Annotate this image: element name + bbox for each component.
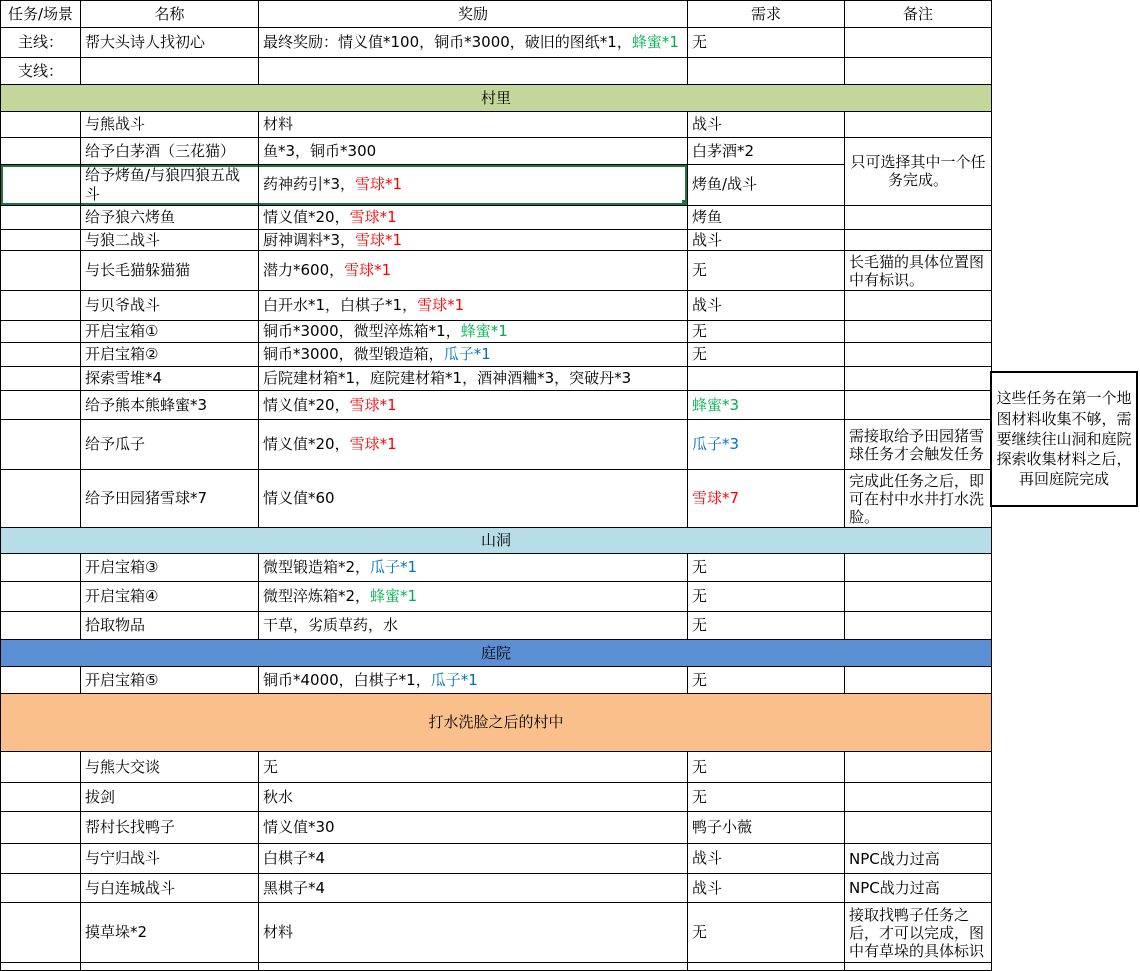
cell-reward[interactable] <box>259 229 688 251</box>
text-segment: 战斗 <box>692 849 723 868</box>
table-row <box>1 752 992 783</box>
cell-scene[interactable] <box>1 391 81 420</box>
cell-name[interactable] <box>81 667 259 694</box>
cell-note[interactable] <box>845 391 992 420</box>
cell-scene[interactable] <box>1 343 81 367</box>
text-segment: 雪球*1 <box>349 435 397 454</box>
cell-reward[interactable] <box>259 391 688 420</box>
cell-scene[interactable] <box>1 554 81 582</box>
text-segment: 雪球*1 <box>355 230 403 249</box>
text-segment: 鱼*3，铜币*300 <box>263 141 377 160</box>
table-row <box>1 321 992 343</box>
cell-name[interactable] <box>81 470 259 528</box>
table-row <box>1 783 992 812</box>
table-row <box>1 112 992 138</box>
text-segment: 情义值*60 <box>263 489 335 508</box>
cell-note[interactable] <box>845 343 992 367</box>
text-segment: 微型淬炼箱*2， <box>263 587 371 606</box>
table-row <box>1 251 992 291</box>
cell-reward[interactable] <box>259 251 688 291</box>
cell-reward[interactable] <box>259 812 688 844</box>
text-segment: 无 <box>692 670 708 689</box>
text-segment: 开启宝箱④ <box>85 587 159 606</box>
cell-note[interactable] <box>845 28 992 58</box>
text-segment: 情义值*20， <box>263 395 350 414</box>
cell-scene[interactable] <box>1 582 81 612</box>
cell-note[interactable] <box>845 874 992 903</box>
table-row <box>1 1 992 28</box>
table-row <box>1 138 992 165</box>
text-segment: 瓜子*1 <box>443 345 491 364</box>
text-segment: 黑棋子*4 <box>263 878 326 897</box>
text-segment: 帮大头诗人找初心 <box>85 33 206 52</box>
cell-name[interactable] <box>81 205 259 229</box>
text-segment: 情义值*30 <box>263 818 335 837</box>
table-row <box>1 470 992 528</box>
cell-name[interactable] <box>81 391 259 420</box>
cell-reward[interactable] <box>259 874 688 903</box>
cell-scene[interactable] <box>1 229 81 251</box>
cell-need[interactable] <box>688 612 845 640</box>
text-segment: 给予熊本熊蜂蜜*3 <box>85 395 208 414</box>
table-row <box>1 667 992 694</box>
text-segment: 铜币*3000，微型锻造箱， <box>263 345 444 364</box>
text-segment: 无 <box>692 923 708 942</box>
cell-reward[interactable] <box>259 138 688 165</box>
table-row <box>1 963 992 971</box>
cell-name[interactable] <box>81 343 259 367</box>
text-segment: 无 <box>692 757 708 776</box>
cell-note[interactable] <box>845 667 992 694</box>
text-segment: 无 <box>692 587 708 606</box>
cell-need[interactable] <box>688 391 845 420</box>
cell-note[interactable] <box>845 58 992 85</box>
cell-note[interactable] <box>845 783 992 812</box>
text-segment: 无 <box>692 616 708 635</box>
cell-name[interactable] <box>81 165 259 206</box>
cell-need[interactable] <box>688 343 845 367</box>
cell-scene[interactable] <box>1 321 81 343</box>
table-row <box>1 554 992 582</box>
section-band[interactable]: 庭院 <box>1 640 992 667</box>
cell-reward[interactable] <box>259 205 688 229</box>
cell-reward[interactable] <box>259 963 688 971</box>
text-segment: 铜币*4000，白棋子*1， <box>263 670 431 689</box>
cell-need[interactable] <box>688 138 845 165</box>
cell-scene[interactable] <box>1 752 81 783</box>
table-row <box>1 291 992 321</box>
cell-name[interactable] <box>81 612 259 640</box>
cell-need[interactable] <box>688 420 845 470</box>
cell-name[interactable] <box>81 752 259 783</box>
cell-name[interactable] <box>81 903 259 963</box>
text-segment: 与熊战斗 <box>85 115 146 134</box>
cell-name[interactable] <box>81 291 259 321</box>
cell-need[interactable] <box>688 554 845 582</box>
text-segment: 给予狼六烤鱼 <box>85 207 176 226</box>
text-segment: 主线： <box>17 33 63 52</box>
text-segment: 与白连城战斗 <box>85 878 176 897</box>
cell-name[interactable] <box>81 844 259 874</box>
cell-reward[interactable] <box>259 28 688 58</box>
col-header-scene[interactable]: 任务/场景 <box>1 1 81 28</box>
text-segment: 与狼二战斗 <box>85 230 161 249</box>
section-band-row <box>1 528 992 554</box>
cell-need[interactable] <box>688 783 845 812</box>
text-segment: 雪球*7 <box>692 489 740 508</box>
section-band[interactable]: 山洞 <box>1 528 992 554</box>
text-segment: 完成此任务之后，即可在村中水井打水洗脸。 <box>849 471 985 526</box>
text-segment: 雪球*1 <box>355 175 403 194</box>
table-row <box>1 165 992 206</box>
cell-name[interactable] <box>81 963 259 971</box>
cell-need[interactable] <box>688 667 845 694</box>
text-segment: 拔剑 <box>85 787 116 806</box>
cell-scene[interactable] <box>1 28 81 58</box>
section-band-row <box>1 85 992 112</box>
text-segment: 与熊大交谈 <box>85 757 161 776</box>
cell-note[interactable] <box>845 420 992 470</box>
cell-scene[interactable] <box>1 112 81 138</box>
cell-name[interactable] <box>81 812 259 844</box>
text-segment: 瓜子*3 <box>692 435 740 454</box>
table-row <box>1 391 992 420</box>
text-segment: 雪球*1 <box>344 261 392 280</box>
text-segment: 铜币*3000，微型淬炼箱*1， <box>263 322 461 341</box>
cell-note[interactable] <box>845 554 992 582</box>
cell-need[interactable] <box>688 582 845 612</box>
cell-note[interactable] <box>845 963 992 971</box>
text-segment: 开启宝箱① <box>85 322 159 341</box>
text-segment: 无 <box>692 33 708 52</box>
cell-note[interactable] <box>845 844 992 874</box>
cell-note[interactable] <box>845 470 992 528</box>
cell-scene[interactable] <box>1 963 81 971</box>
text-segment: NPC战力过高 <box>849 879 940 897</box>
cell-note[interactable] <box>845 752 992 783</box>
cell-name[interactable] <box>81 112 259 138</box>
cell-need[interactable] <box>688 321 845 343</box>
text-segment: 战斗 <box>692 878 723 897</box>
text-segment: 给予瓜子 <box>85 435 146 454</box>
text-segment: 与长毛猫躲猫猫 <box>85 261 191 280</box>
text-segment: 雪球*1 <box>349 207 397 226</box>
cell-scene[interactable] <box>1 903 81 963</box>
cell-scene[interactable] <box>1 420 81 470</box>
cell-need[interactable] <box>688 28 845 58</box>
cell-reward[interactable] <box>259 343 688 367</box>
section-band[interactable]: 村里 <box>1 85 992 112</box>
cell-need[interactable] <box>688 812 845 844</box>
cell-need[interactable] <box>688 367 845 391</box>
text-segment: 后院建材箱*1，庭院建材箱*1，酒神酒粬*3，突破丹*3 <box>263 369 632 388</box>
cell-reward[interactable] <box>259 582 688 612</box>
cell-reward[interactable] <box>259 58 688 85</box>
cell-name[interactable] <box>81 321 259 343</box>
section-band[interactable]: 打水洗脸之后的村中 <box>1 694 992 752</box>
table-row <box>1 812 992 844</box>
cell-name[interactable] <box>81 251 259 291</box>
cell-need[interactable] <box>688 165 845 206</box>
cell-note[interactable] <box>845 582 992 612</box>
cell-need[interactable] <box>688 205 845 229</box>
text-segment: 拾取物品 <box>85 616 146 635</box>
cell-note[interactable] <box>845 112 992 138</box>
section-band-row <box>1 640 992 667</box>
text-segment: 给予烤鱼/与狼四狼五战斗 <box>85 166 241 203</box>
cell-need[interactable] <box>688 112 845 138</box>
col-header-note[interactable]: 备注 <box>845 1 992 28</box>
section-band-row <box>1 694 992 752</box>
table-row <box>1 844 992 874</box>
quest-table-body <box>1 1 992 971</box>
cell-need[interactable] <box>688 963 845 971</box>
text-segment: 给予田园猪雪球*7 <box>85 489 208 508</box>
text-segment: 瓜子*1 <box>430 670 478 689</box>
cell-name[interactable] <box>81 554 259 582</box>
cell-scene[interactable] <box>1 367 81 391</box>
table-row <box>1 903 992 963</box>
text-segment: 蜂蜜*3 <box>692 395 740 414</box>
cell-note[interactable] <box>845 291 992 321</box>
cell-reward[interactable] <box>259 165 688 206</box>
cell-note[interactable] <box>845 367 992 391</box>
cell-note[interactable] <box>845 229 992 251</box>
cell-note[interactable] <box>845 812 992 844</box>
cell-need[interactable] <box>688 874 845 903</box>
cell-reward[interactable] <box>259 470 688 528</box>
cell-scene[interactable] <box>1 844 81 874</box>
cell-scene[interactable] <box>1 874 81 903</box>
text-segment: 烤鱼/战斗 <box>692 175 758 194</box>
cell-name[interactable] <box>81 229 259 251</box>
text-segment: 药神药引*3， <box>263 175 356 194</box>
cell-note[interactable] <box>845 612 992 640</box>
cell-reward[interactable] <box>259 321 688 343</box>
cell-name[interactable] <box>81 367 259 391</box>
text-segment: 战斗 <box>692 115 723 134</box>
text-segment: 战斗 <box>692 296 723 315</box>
cell-scene[interactable] <box>1 205 81 229</box>
table-row <box>1 367 992 391</box>
cell-need[interactable] <box>688 229 845 251</box>
cell-reward[interactable] <box>259 667 688 694</box>
table-row <box>1 229 992 251</box>
cell-need[interactable] <box>688 58 845 85</box>
text-segment: 雪球*1 <box>349 395 397 414</box>
cell-note[interactable] <box>845 903 992 963</box>
text-segment: 开启宝箱③ <box>85 558 159 577</box>
text-segment: 瓜子*1 <box>370 558 418 577</box>
cell-name[interactable] <box>81 58 259 85</box>
text-segment: 无 <box>692 345 708 364</box>
text-segment: 摸草垛*2 <box>85 923 148 942</box>
cell-reward[interactable] <box>259 612 688 640</box>
cell-scene[interactable] <box>1 291 81 321</box>
text-segment: 最终奖励：情义值*100，铜币*3000，破旧的图纸*1， <box>263 33 632 52</box>
text-segment: 干草，劣质草药，水 <box>263 616 399 635</box>
text-segment: NPC战力过高 <box>849 849 940 868</box>
cell-name[interactable] <box>81 874 259 903</box>
text-segment: 无 <box>692 261 708 280</box>
cell-name[interactable] <box>81 783 259 812</box>
cell-name[interactable] <box>81 420 259 470</box>
text-segment: 无 <box>692 558 708 577</box>
cell-need[interactable] <box>688 291 845 321</box>
cell-note[interactable] <box>845 251 992 291</box>
cell-scene[interactable] <box>1 138 81 165</box>
text-segment: 白茅酒*2 <box>692 141 755 160</box>
text-segment: 蜂蜜*1 <box>370 587 418 606</box>
text-segment: 无 <box>692 787 708 806</box>
table-row <box>1 582 992 612</box>
col-header-reward[interactable]: 奖励 <box>259 1 688 28</box>
text-segment: 支线： <box>17 61 63 80</box>
text-segment: 与贝爷战斗 <box>85 296 161 315</box>
text-segment: 材料 <box>263 923 294 942</box>
cell-name[interactable] <box>81 28 259 58</box>
cell-name[interactable] <box>81 582 259 612</box>
cell-scene[interactable] <box>1 783 81 812</box>
cell-scene[interactable] <box>1 812 81 844</box>
text-segment: 白开水*1，白棋子*1， <box>263 296 418 315</box>
col-header-name[interactable]: 名称 <box>81 1 259 28</box>
text-segment: 与宁归战斗 <box>85 849 161 868</box>
cell-reward[interactable] <box>259 420 688 470</box>
text-segment: 鸭子小薇 <box>692 818 753 837</box>
text-segment: 白棋子*4 <box>263 849 326 868</box>
floating-note-box[interactable]: 这些任务在第一个地图材料收集不够，需要继续往山洞和庭院探索收集材料之后，再回庭院完成 <box>990 371 1138 507</box>
text-segment: 厨神调料*3， <box>263 230 356 249</box>
text-segment: 无 <box>263 757 279 776</box>
cell-reward[interactable] <box>259 844 688 874</box>
cell-need[interactable] <box>688 251 845 291</box>
cell-scene[interactable] <box>1 470 81 528</box>
cell-need[interactable] <box>688 903 845 963</box>
cell-reward[interactable] <box>259 903 688 963</box>
cell-need[interactable] <box>688 844 845 874</box>
cell-reward[interactable] <box>259 367 688 391</box>
text-segment: 潜力*600， <box>263 261 345 280</box>
cell-scene[interactable] <box>1 251 81 291</box>
text-segment: 情义值*20， <box>263 207 350 226</box>
text-segment: 开启宝箱② <box>85 345 159 364</box>
cell-note[interactable] <box>845 205 992 229</box>
text-segment: 材料 <box>263 115 294 134</box>
cell-scene[interactable] <box>1 612 81 640</box>
text-segment: 只可选择其中一个任务完成。 <box>850 153 986 190</box>
text-segment: 接取找鸭子任务之后，才可以完成，图中有草垛的具体标识 <box>849 905 985 960</box>
table-row <box>1 343 992 367</box>
table-row <box>1 874 992 903</box>
cell-reward[interactable] <box>259 112 688 138</box>
text-segment: 蜂蜜*1 <box>460 322 508 341</box>
text-segment: 秋水 <box>263 787 294 806</box>
text-segment: 蜂蜜*1 <box>631 33 679 52</box>
cell-reward[interactable] <box>259 783 688 812</box>
col-header-need[interactable]: 需求 <box>688 1 845 28</box>
table-row <box>1 205 992 229</box>
cell-reward[interactable] <box>259 554 688 582</box>
cell-reward[interactable] <box>259 752 688 783</box>
text-segment: 帮村长找鸭子 <box>85 818 176 837</box>
text-segment: 长毛猫的具体位置图中有标识。 <box>849 252 985 289</box>
table-row <box>1 612 992 640</box>
text-segment: 开启宝箱⑤ <box>85 670 159 689</box>
text-segment: 无 <box>692 322 708 341</box>
text-segment: 烤鱼 <box>692 207 723 226</box>
text-segment: 情义值*20， <box>263 435 350 454</box>
cell-scene[interactable] <box>1 165 81 206</box>
cell-scene[interactable] <box>1 667 81 694</box>
text-segment: 战斗 <box>692 230 723 249</box>
table-row <box>1 420 992 470</box>
text-segment: 探索雪堆*4 <box>85 369 163 388</box>
cell-need[interactable] <box>688 470 845 528</box>
text-segment: 需接取给予田园猪雪球任务才会触发任务 <box>849 426 985 463</box>
text-segment: 给予白茅酒（三花猫） <box>85 141 236 160</box>
cell-reward[interactable] <box>259 291 688 321</box>
cell-note[interactable] <box>845 138 992 206</box>
cell-name[interactable] <box>81 138 259 165</box>
cell-need[interactable] <box>688 752 845 783</box>
text-segment: 微型锻造箱*2， <box>263 558 371 577</box>
table-row <box>1 58 992 85</box>
table-row <box>1 28 992 58</box>
cell-note[interactable] <box>845 321 992 343</box>
text-segment: 雪球*1 <box>417 296 465 315</box>
cell-scene[interactable] <box>1 58 81 85</box>
